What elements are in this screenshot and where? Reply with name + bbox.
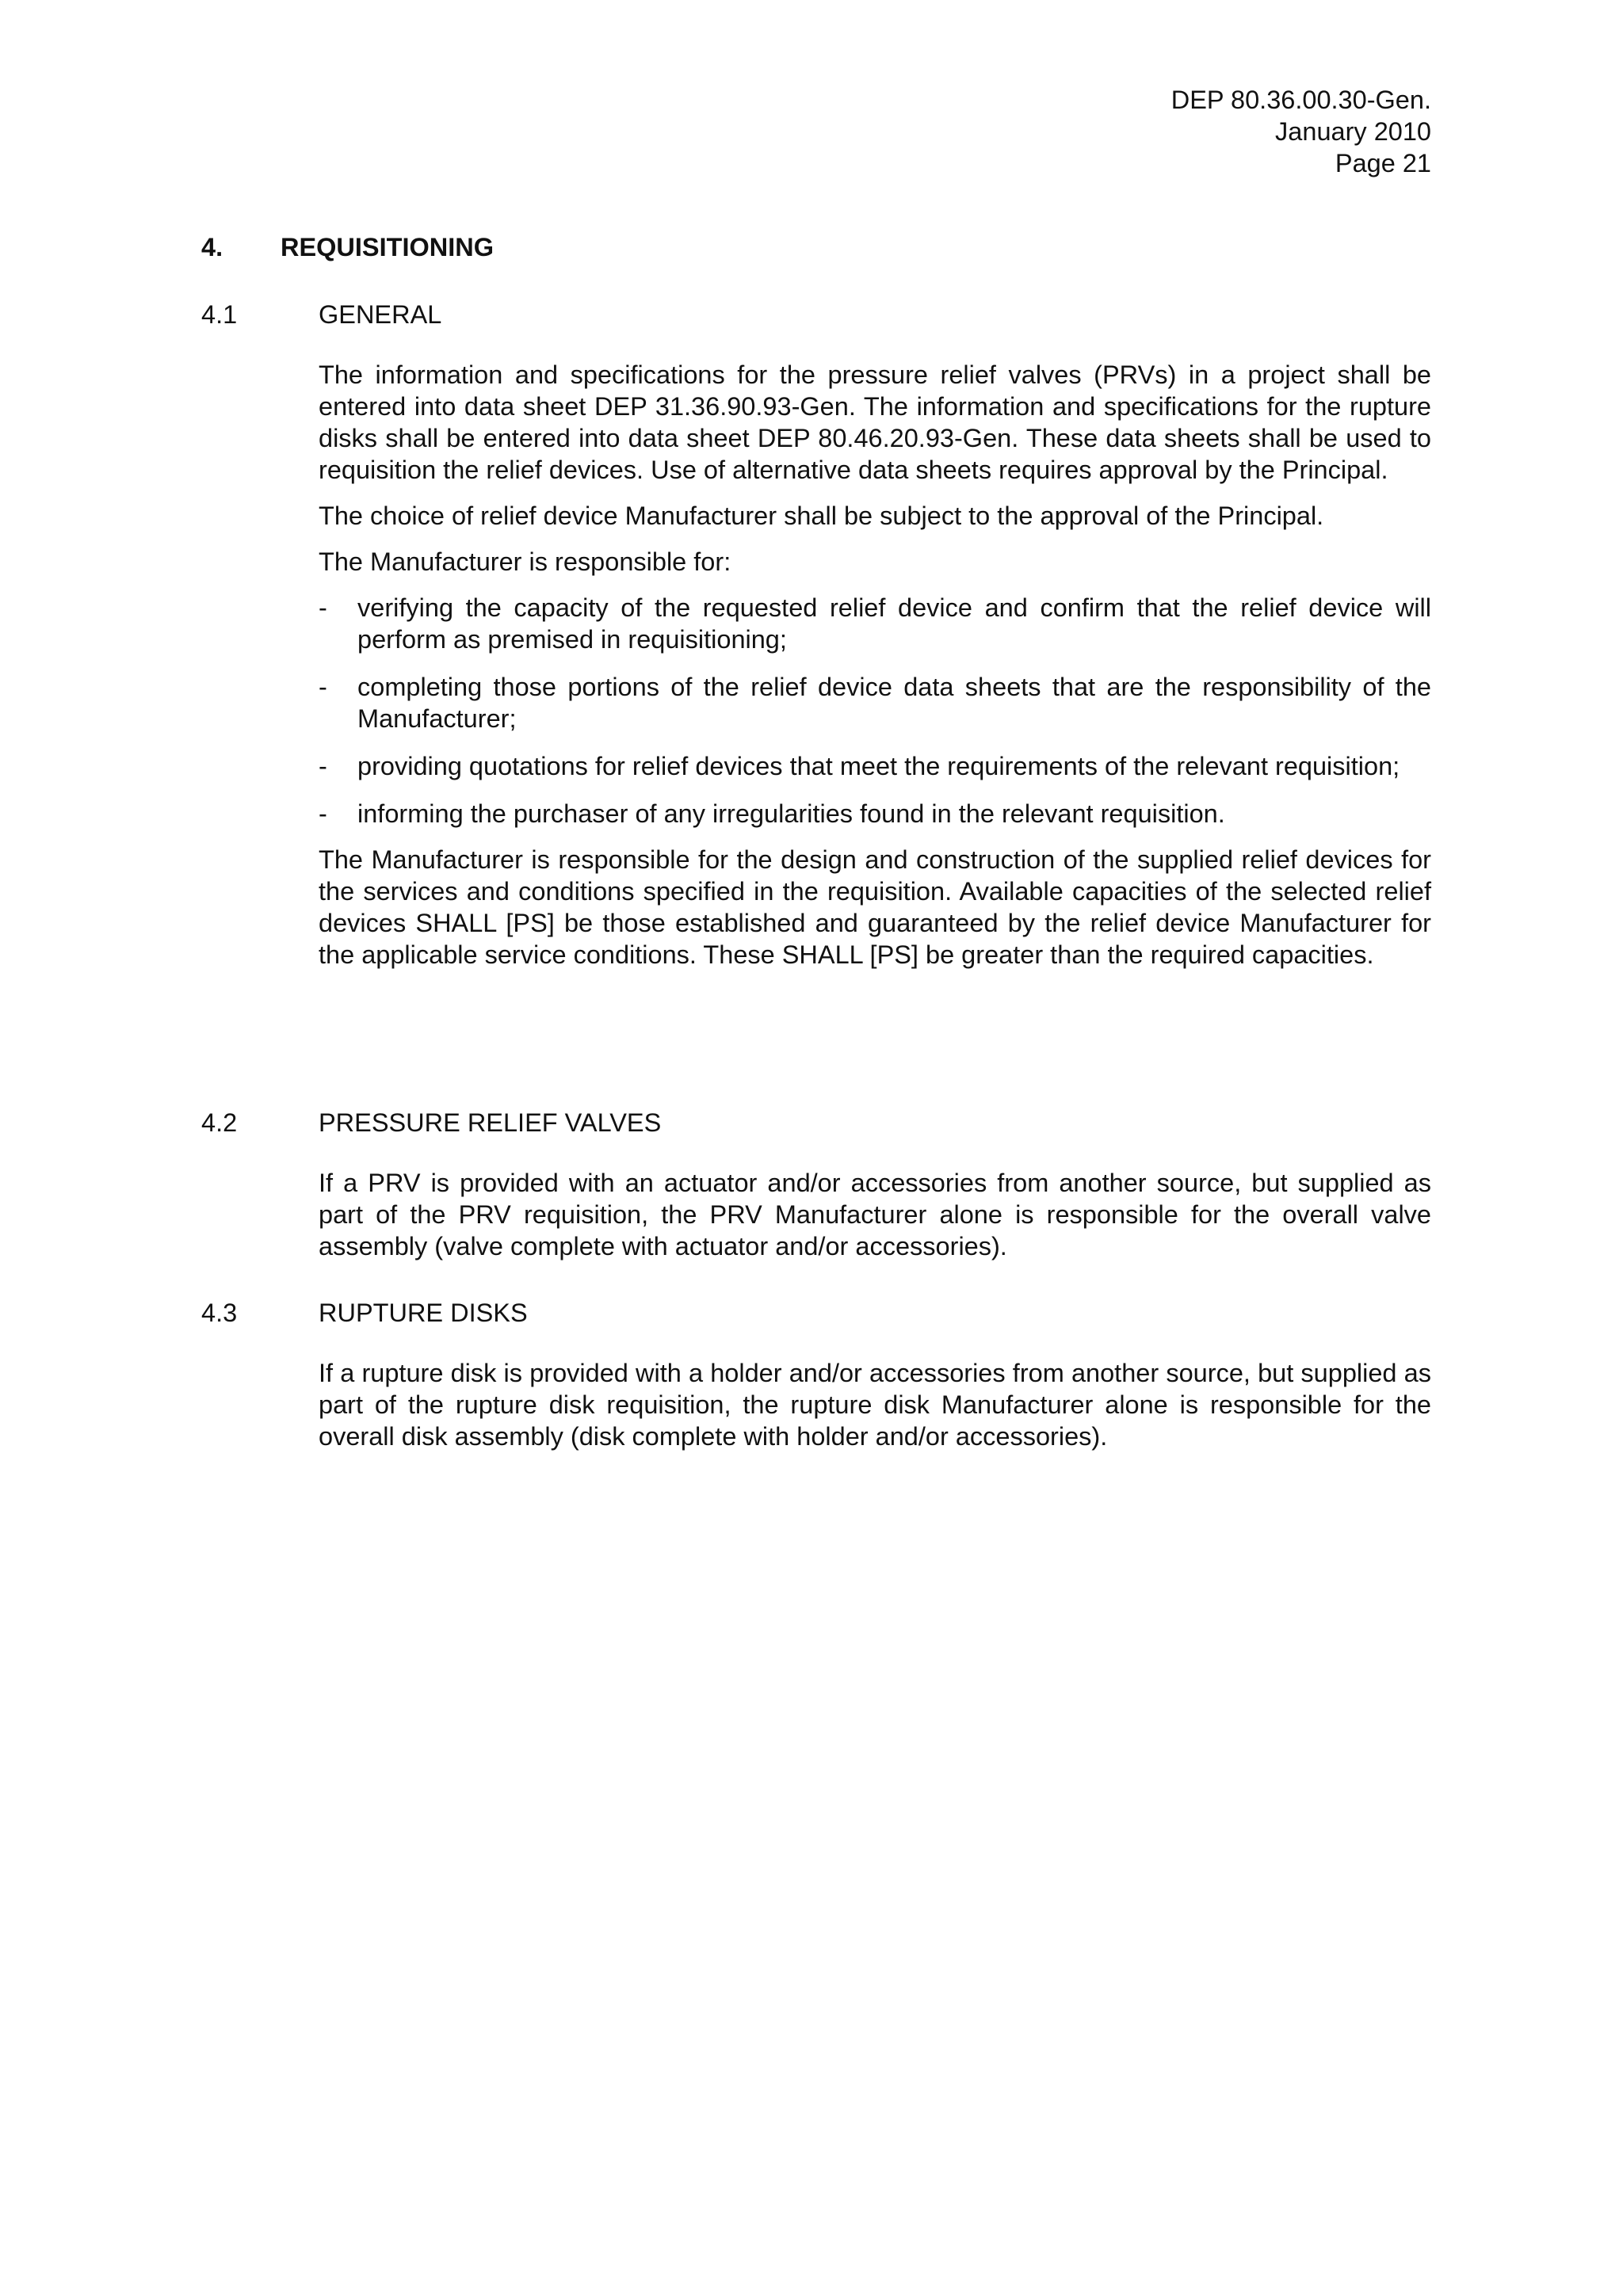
list-item-text: verifying the capacity of the requested relief device and confirm that the relief device will perform as premised in requisitioning; [357,593,1431,654]
document-date: January 2010 [1275,117,1431,146]
paragraph-design-responsibility: The Manufacturer is responsible for the design and construction of the supplied relief devices for the services and conditions specified in the requisition. Available capacities of the selected relief devices SHALL [PS] be those established and guaranteed by the relief device Manufacturer for the applicable service conditions. These SHALL [PS] be greater than the required capacities. [319,845,1431,969]
section-body [319,330,1431,971]
section-title: RUPTURE DISKS [319,1299,528,1327]
page-number: Page 21 [1335,149,1431,177]
list-item [319,798,1431,830]
list-item-text: providing quotations for relief devices that meet the requirements of the relevant requisition; [357,752,1400,780]
bullet-dash: - [319,593,327,622]
list-item [319,750,1431,782]
chapter-number: 4. [201,233,223,261]
list-item-text: informing the purchaser of any irregularities found in the relevant requisition. [357,799,1225,828]
section-number: 4.3 [201,1299,238,1327]
paragraph-responsibilities-intro: The Manufacturer is responsible for: [319,547,731,576]
section-heading [201,299,1431,330]
section-heading [201,1297,1431,1329]
list-item [319,671,1431,734]
list-item [319,592,1431,655]
section-pressure-relief-valves [201,1107,1431,1262]
chapter-title: REQUISITIONING [281,233,495,261]
document-id: DEP 80.36.00.30-Gen. [1170,86,1431,114]
section-title: GENERAL [319,300,442,329]
section-body [319,1329,1431,1452]
page-header [1171,84,1431,179]
section-general [201,299,1431,971]
list-item-text: completing those portions of the relief device data sheets that are the responsibility of the Manufacturer; [357,673,1431,733]
section-number: 4.2 [201,1108,238,1137]
section-number: 4.1 [201,300,238,329]
paragraph-manufacturer-approval: The choice of relief device Manufacturer shall be subject to the approval of the Principal. [319,502,1324,530]
bullet-dash: - [319,752,327,780]
paragraph-prv-assembly: If a PRV is provided with an actuator and/or accessories from another source, but supplied as part of the PRV requisition, the PRV Manufacturer alone is responsible for the overall valve assembly (valve complete with actuator and/or accessories). [319,1169,1431,1261]
paragraph-data-sheets: The information and specifications for the pressure relief valves (PRVs) in a project shall be entered into data sheet DEP 31.36.90.93-Gen. The information and specifications for the rupture disks shall be entered into data sheet DEP 80.46.20.93-Gen. These data sheets shall be used to requisition the relief devices. Use of alternative data sheets requires approval by the Principal. [319,360,1431,484]
section-rupture-disks [201,1297,1431,1452]
section-heading [201,1107,1431,1138]
paragraph-disk-assembly: If a rupture disk is provided with a holder and/or accessories from another source, but supplied as part of the rupture disk requisition, the rupture disk Manufacturer alone is responsible for the overall disk assembly (disk complete with holder and/or accessories). [319,1359,1431,1451]
bullet-dash: - [319,673,327,701]
section-title: PRESSURE RELIEF VALVES [319,1108,662,1137]
responsibility-list [319,592,1431,830]
bullet-dash: - [319,799,327,828]
section-body [319,1138,1431,1262]
